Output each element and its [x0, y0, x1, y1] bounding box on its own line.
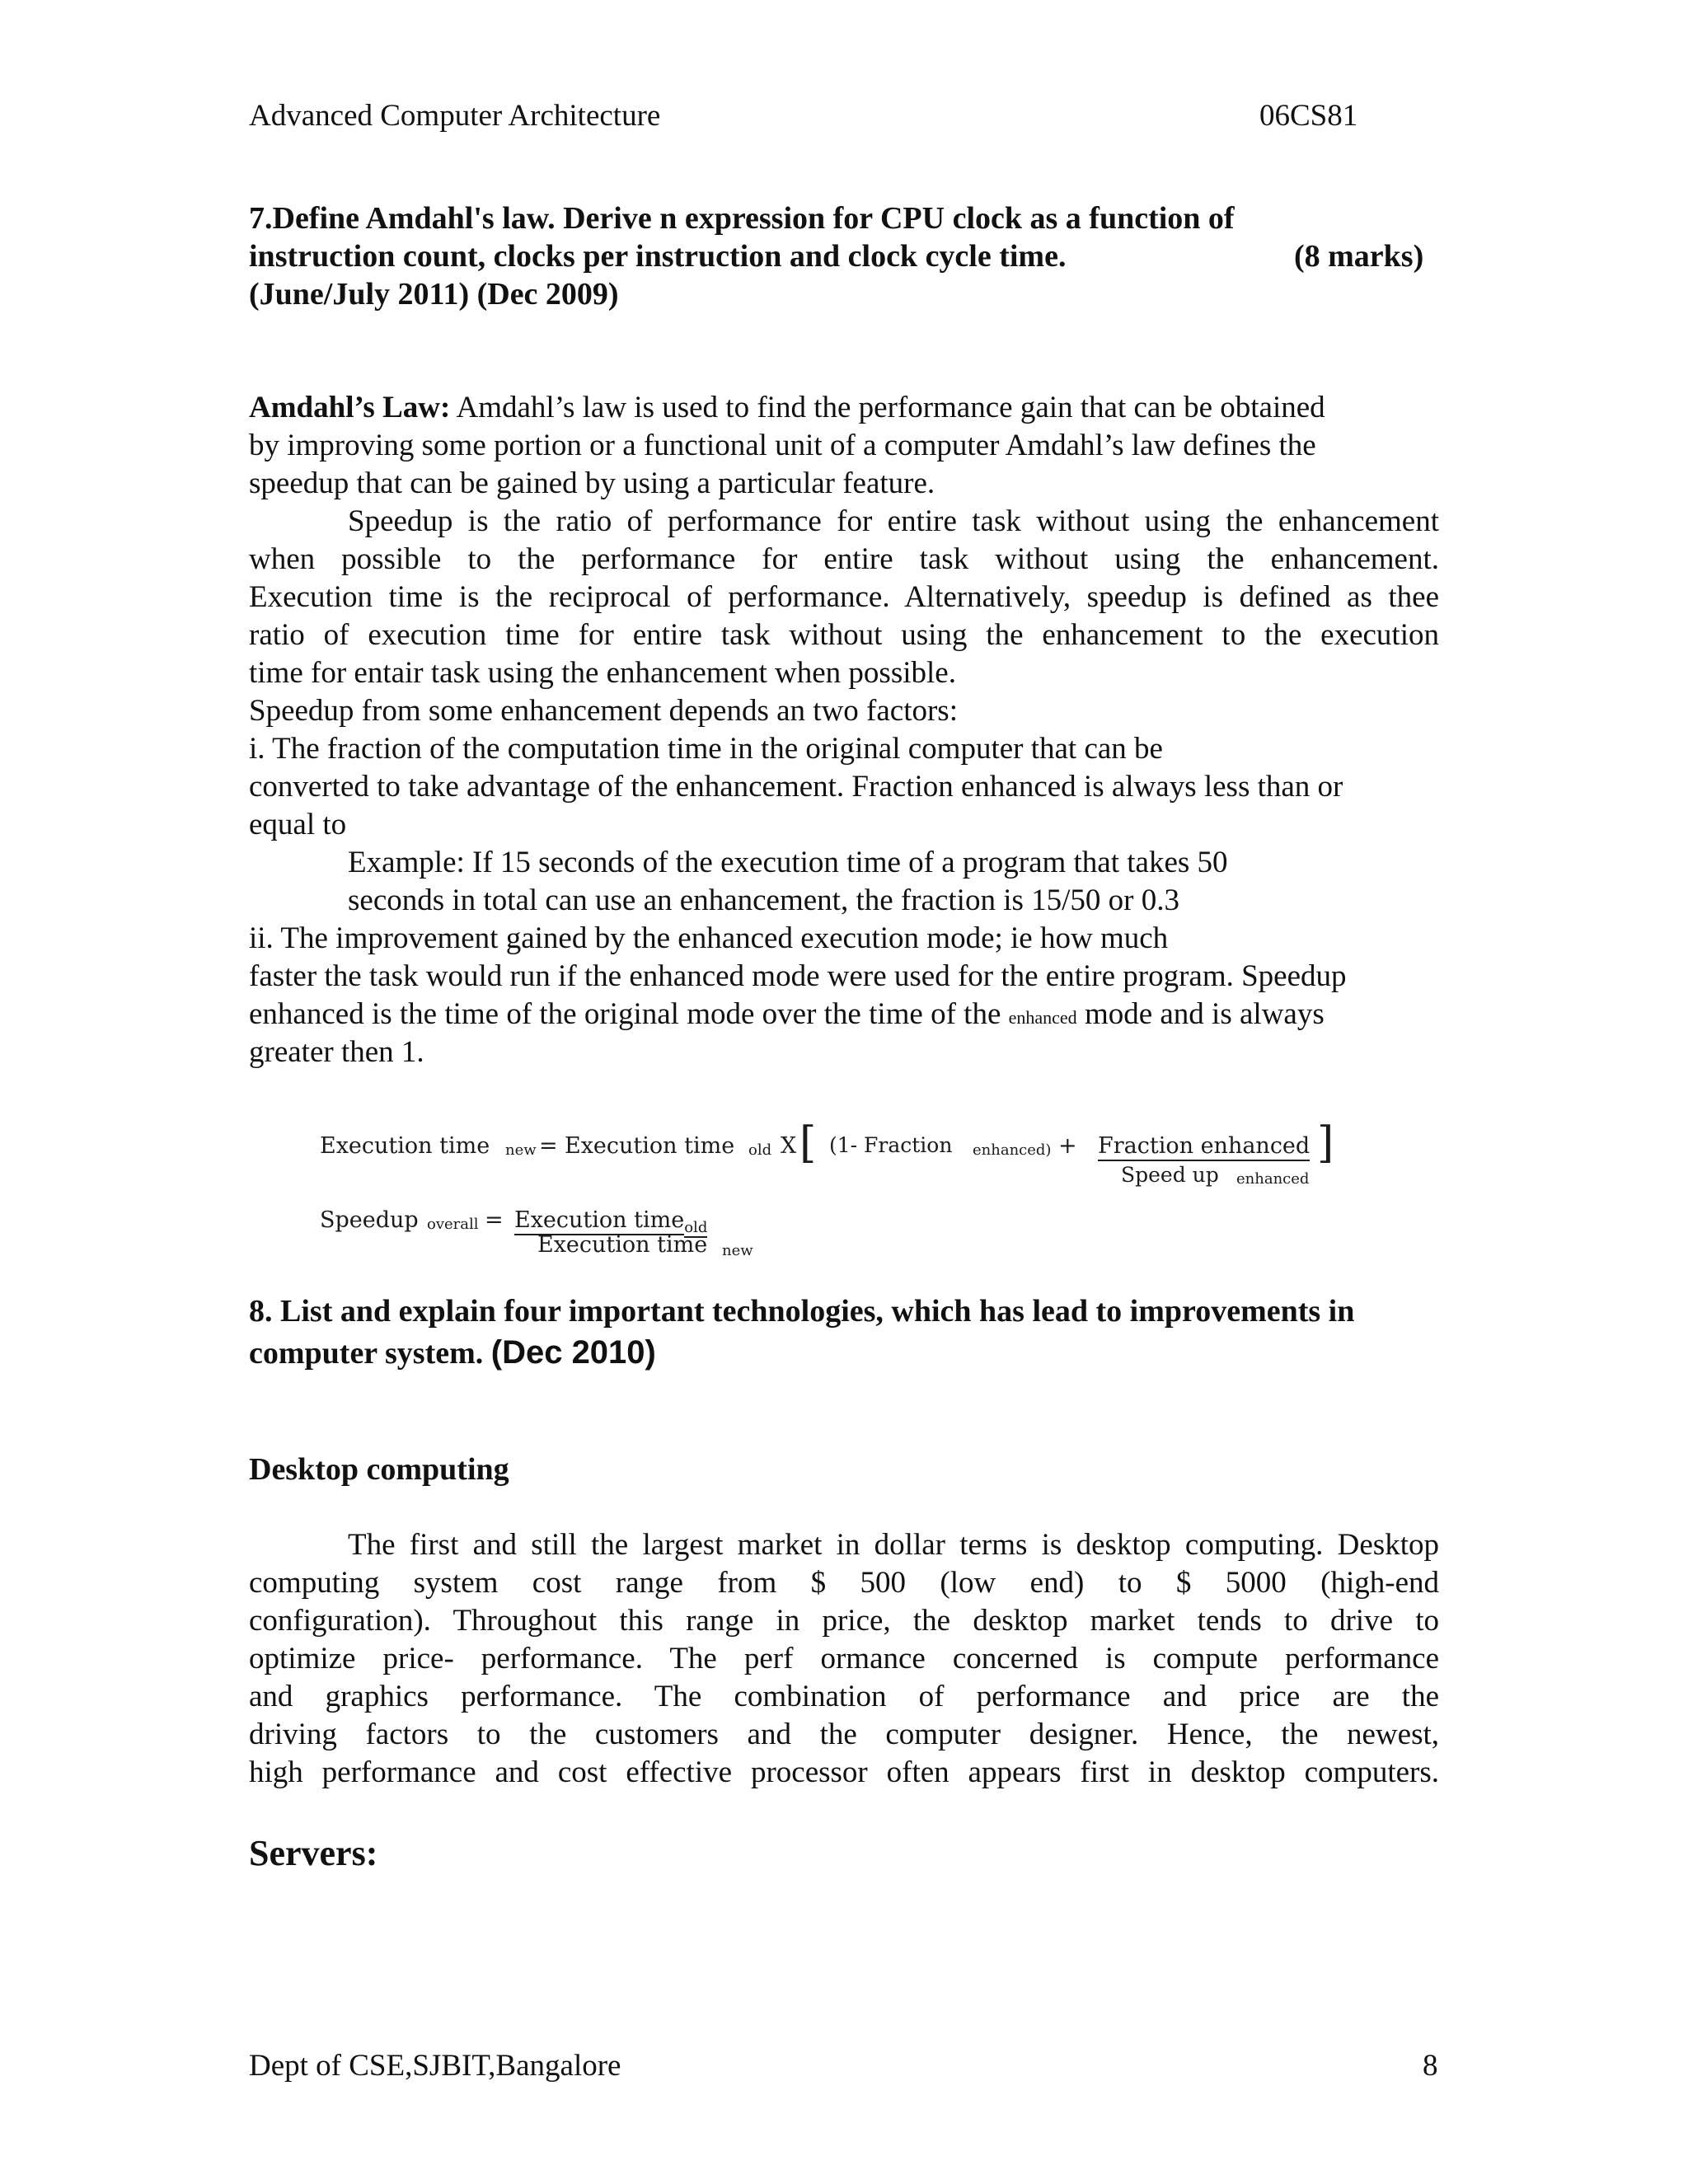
amdahl-line-1-text: Amdahl’s law is used to find the performance gain that can be obtained: [450, 391, 1325, 424]
formula-times: X: [781, 1133, 797, 1159]
header-title: Advanced Computer Architecture: [249, 99, 661, 133]
desktop-computing-heading: Desktop computing: [249, 1452, 509, 1487]
amdahl-paragraph-line-5: when possible to the performance for entire task without using the enhancement.: [249, 542, 1439, 576]
formula-old-subscript-2: old: [684, 1219, 708, 1236]
question-8-line-2-text: computer system.: [249, 1336, 491, 1371]
question-8-line-2: [249, 1333, 1439, 1372]
amdahl-paragraph-line-15: ii. The improvement gained by the enhanced execution mode; ie how much: [249, 921, 1169, 955]
amdahl-paragraph-line-3: speedup that can be gained by using a particular feature.: [249, 466, 935, 500]
question-8-date: (Dec 2010): [490, 1334, 656, 1371]
footer-department: Dept of CSE,SJBIT,Bangalore: [249, 2049, 621, 2083]
amdahl-paragraph-line-17: [249, 996, 1439, 1037]
formula-plus: +: [1058, 1133, 1077, 1159]
formula-exec-time-new: Execution time: [320, 1133, 490, 1159]
desktop-paragraph-line-4: optimize price- performance. The perf ormance concerned is compute performance: [249, 1642, 1439, 1675]
question-7-line-1: 7.Define Amdahl's law. Derive n expression for CPU clock as a function of: [249, 201, 1235, 236]
formula-speedup-label: Speedup: [320, 1207, 419, 1233]
formula-new-subscript-2: new: [722, 1242, 753, 1259]
formula-enhanced-subscript: enhanced: [1236, 1170, 1310, 1188]
question-7-line-2: instruction count, clocks per instruction and clock cycle time.: [249, 239, 1067, 274]
amdahl-paragraph-line-2: by improving some portion or a functional unit of a computer Amdahl’s law defines the: [249, 429, 1316, 462]
amdahl-paragraph-line-7: ratio of execution time for entire task without using the enhancement to the execution: [249, 618, 1439, 652]
footer-page-number: 8: [1423, 2049, 1438, 2083]
formula-exec-time-old: Execution time: [565, 1133, 735, 1159]
formula-right-bracket: ]: [1317, 1118, 1334, 1168]
amdahl-example-line-1: Example: If 15 seconds of the execution time of a program that takes 50: [348, 846, 1228, 879]
desktop-paragraph-line-3: configuration). Throughout this range in price, the desktop market tends to drive to: [249, 1604, 1439, 1638]
amdahl-paragraph-line-18: greater then 1.: [249, 1035, 424, 1069]
formula-one-minus-fraction: (1- Fraction: [829, 1133, 953, 1157]
formula-speedup-numerator: [514, 1207, 708, 1236]
formula-overall-subscript: overall: [427, 1216, 479, 1233]
formula-equals-2: =: [485, 1207, 504, 1233]
amdahl-formula-figure: [320, 1117, 1358, 1265]
desktop-paragraph-line-2: computing system cost range from $ 500 (low end) to $ 5000 (high-end: [249, 1566, 1439, 1600]
header-course-code: 06CS81: [1259, 99, 1358, 133]
formula-new-subscript: new: [505, 1141, 537, 1159]
amdahl-paragraph-line-4: Speedup is the ratio of performance for entire task without using the enhancement: [348, 504, 1439, 538]
amdahl-law-label: Amdahl’s Law:: [249, 391, 451, 424]
question-8-line-1: 8. List and explain four important technologies, which has lead to improvements in: [249, 1294, 1355, 1329]
servers-heading: Servers:: [249, 1833, 378, 1873]
question-7-marks: (8 marks): [1294, 239, 1424, 274]
desktop-paragraph-line-6: driving factors to the customers and the computer designer. Hence, the newest,: [249, 1718, 1439, 1751]
formula-enhanced-close: enhanced): [973, 1141, 1052, 1159]
amdahl-paragraph-line-11: converted to take advantage of the enhancement. Fraction enhanced is always less than or: [249, 770, 1343, 804]
amdahl-paragraph-line-1: [249, 389, 1439, 427]
amdahl-paragraph-line-10: i. The fraction of the computation time in the original computer that can be: [249, 732, 1163, 766]
formula-numerator-exec-time: Execution time: [514, 1207, 684, 1235]
desktop-paragraph-line-7: high performance and cost effective processor often appears first in desktop computers.: [249, 1755, 1439, 1789]
desktop-paragraph-line-5: and graphics performance. The combination of performance and price are the: [249, 1680, 1439, 1713]
amdahl-line-17-enhanced-small: enhanced: [1008, 1007, 1077, 1028]
amdahl-example-line-2: seconds in total can use an enhancement, the fraction is 15/50 or 0.3: [348, 883, 1179, 917]
formula-speedup-denominator: Speed up: [1121, 1163, 1219, 1187]
formula-denominator-exec-time: Execution time: [537, 1232, 708, 1258]
amdahl-paragraph-line-8: time for entair task using the enhancement when possible.: [249, 656, 956, 690]
amdahl-paragraph-line-12: equal to: [249, 808, 347, 841]
amdahl-paragraph-line-16: faster the task would run if the enhanced mode were used for the entire program. Speedup: [249, 959, 1347, 993]
amdahl-line-17-part-c: mode and is always: [1076, 997, 1325, 1031]
amdahl-paragraph-line-9: Speedup from some enhancement depends an two factors:: [249, 694, 958, 728]
amdahl-line-17-part-a: enhanced is the time of the original mode over the time of the: [249, 997, 1009, 1031]
amdahl-paragraph-line-6: Execution time is the reciprocal of performance. Alternatively, speedup is defined as thee: [249, 580, 1439, 614]
formula-left-bracket: [: [799, 1118, 817, 1168]
question-7-line-3: (June/July 2011) (Dec 2009): [249, 277, 619, 312]
formula-fraction-enhanced-numerator: Fraction enhanced: [1098, 1133, 1310, 1161]
formula-old-subscript-1: old: [748, 1141, 772, 1159]
desktop-paragraph-line-1: The first and still the largest market in dollar terms is desktop computing. Desktop: [348, 1528, 1439, 1562]
formula-equals-1: =: [539, 1133, 558, 1159]
